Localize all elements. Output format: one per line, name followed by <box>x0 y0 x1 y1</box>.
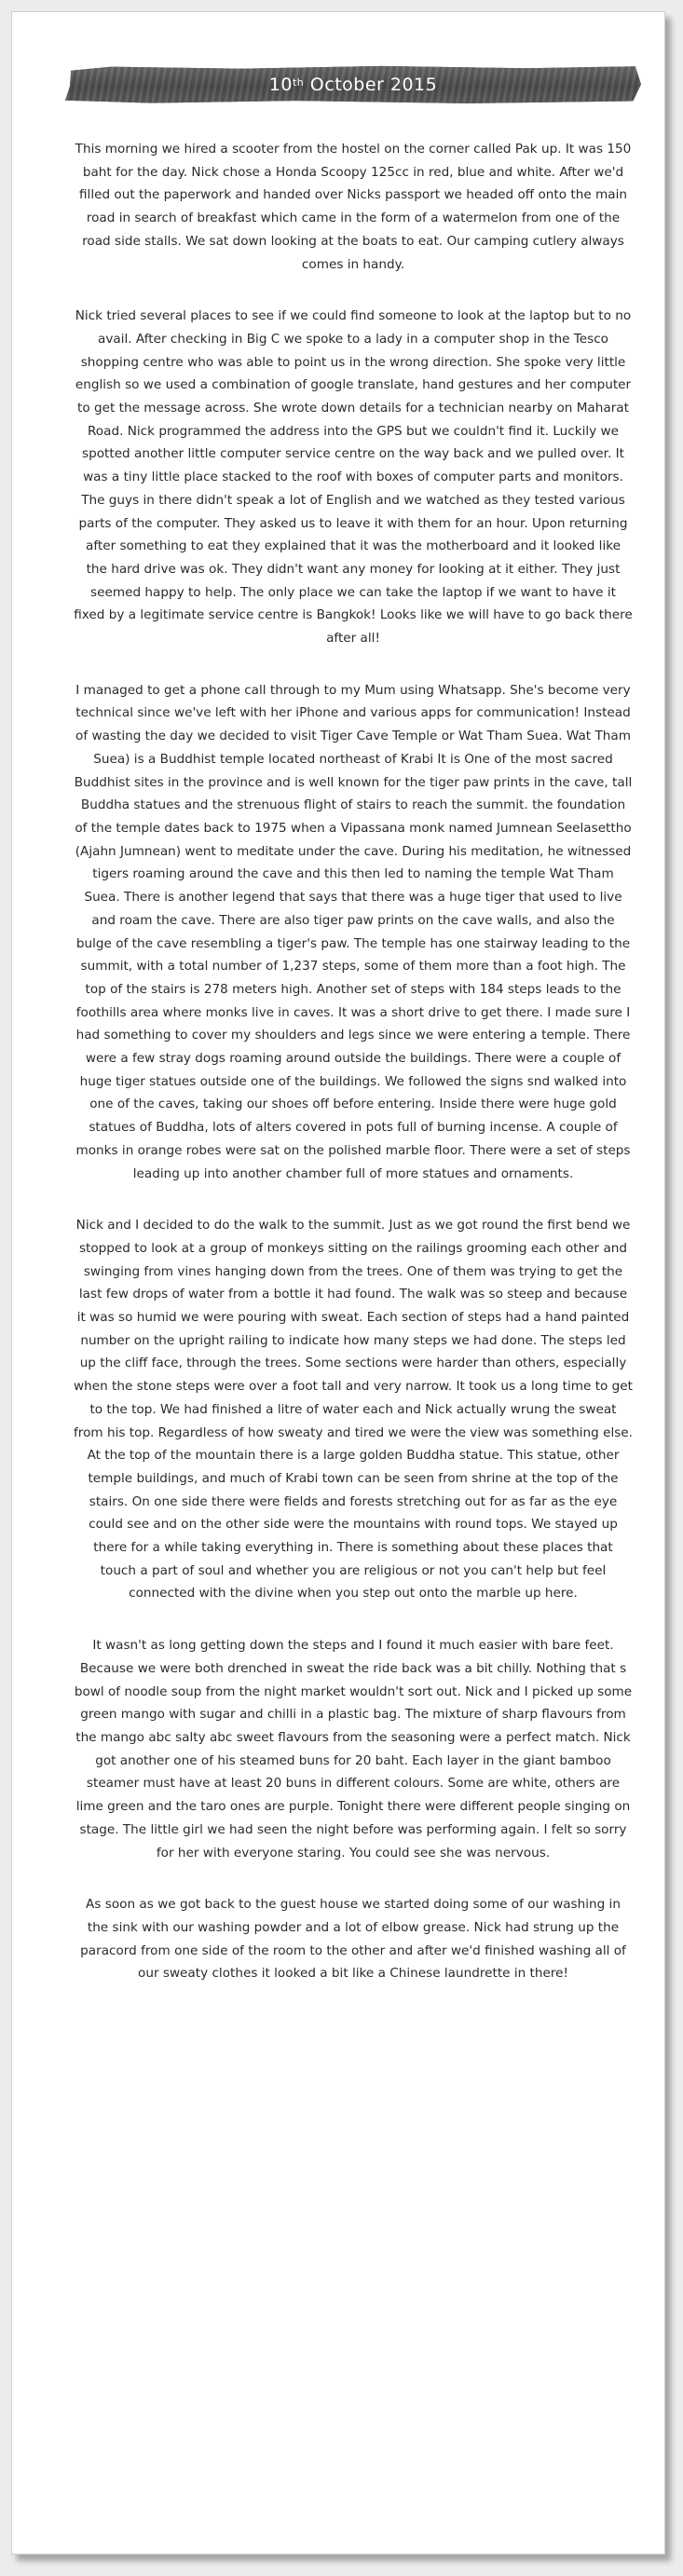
entry-date <box>65 65 641 103</box>
paragraph-laundry: As soon as we got back to the guest house we started doing some of our washing in the sink with our washing powder and a lot of elbow grease. Nick had strung up the paracord from one side of the room to the other and after we'd finished washing all of our sweaty clothes it looked a bit like a Chinese laundrette in there! <box>80 1897 626 1982</box>
journal-page <box>11 11 665 2555</box>
paragraph-laptop-repair: Nick tried several places to see if we could find someone to look at the laptop but to no avail. After checking in Big C we spoke to a lady in a computer shop in the Tesco shopping centre who was able to point us in the wrong direction. She spoke very little english so we used a combination of google translate, hand gestures and her computer to get the message across. She wrote down details for a technician nearby on Maharat Road. Nick programmed the address into the GPS but we couldn't find it. Luckily we spotted another little computer service centre on the way back and we pulled over. It was a tiny little place stacked to the roof with boxes of computer parts and monitors. The guys in there didn't speak a lot of English and we watched as they tested various parts of the computer. They asked us to leave it with them for an hour. Upon returning after something to eat they explained that it was the motherboard and it looked like the hard drive was ok. They didn't want any money for looking at it either. They just seemed happy to help. The only place we can take the laptop if we want to have it fixed by a legitimate service centre is Bangkok! Looks like we will have to go back there after all! <box>74 308 633 647</box>
paragraph-scooter-hire: This morning we hired a scooter from the hostel on the corner called Pak up. It was 150 baht for the day. Nick chose a Honda Scoopy 125cc in red, blue and white. After we'd filled out the paperwork and handed over Nicks passport we headed off onto the main road in search of breakfast which came in the form of a watermelon from one of the road side stalls. We sat down looking at the boats to eat. Our camping cutlery always comes in handy. <box>75 142 632 272</box>
entry-date-day: 10 <box>268 74 293 95</box>
entry-date-suffix: th <box>292 76 305 89</box>
entry-date-month-year: October 2015 <box>304 74 438 95</box>
paragraph-summit-walk: Nick and I decided to do the walk to the summit. Just as we got round the first bend we stopped to look at a group of monkeys sitting on the railings grooming each other and swinging from vines hanging down from the trees. One of them was trying to get the last few drops of water from a bottle it had found. The walk was so steep and because it was so humid we were pouring with sweat. Each section of steps had a hand painted number on the upright railing to indicate how many steps we had done. The steps led up the cliff face, through the trees. Some sections were harder than others, especially when the stone steps were over a foot tall and very narrow. It took us a long time to get to the top. We had finished a litre of water each and Nick actually wrung the sweat from his top. Regardless of how sweaty and tired we were the view was something else. At the top of the mountain there is a large golden Buddha statue. This statue, other temple buildings, and much of Krabi town can be seen from shrine at the top of the stairs. On one side there were fields and forests stretching out for as far as the eye could see and on the other side were the mountains with round tops. We stayed up there for a while taking everything in. There is something about these places that touch a part of soul and whether you are religious or not you can't help but feel connected with the divine when you step out onto the marble up here. <box>74 1218 633 1601</box>
date-banner-label <box>65 65 641 103</box>
paragraph-night-market: It wasn't as long getting down the steps and I found it much easier with bare feet. Because we were both drenched in sweat the ride back was a bit chilly. Nothing that s bowl of noodle soup from the night market wouldn't sort out. Nick and I picked up some green mango with sugar and chilli in a plastic bag. The mixture of sharp flavours from the mango abc salty abc sweet flavours from the seasoning were a perfect match. Nick got another one of his steamed buns for 20 baht. Each layer in the giant bamboo steamer must have at least 20 buns in different colours. Some are white, others are lime green and the taro ones are purple. Tonight there were different people singing on stage. The little girl we had seen the night before was performing again. I felt so sorry for her with everyone staring. You could see she was nervous. <box>74 1638 633 1860</box>
paragraph-tiger-cave-temple: I managed to get a phone call through to my Mum using Whatsapp. She's become very technical since we've left with her iPhone and various apps for communication! Instead of wasting the day we decided to visit Tiger Cave Temple or Wat Tham Suea. Wat Tham Suea) is a Buddhist temple located northeast of Krabi It is One of the most sacred Buddhist sites in the province and is well known for the tiger paw prints in the cave, tall Buddha statues and the strenuous flight of stairs to reach the summit. the foundation of the temple dates back to 1975 when a Vipassana monk named Jumnean Seelasettho (Ajahn Jumnean) went to meditate under the cave. During his meditation, he witnessed tigers roaming around the cave and this then led to naming the temple Wat Tham Suea. There is another legend that says that there was a huge tiger that used to live and roam the cave. There are also tiger paw prints on the cave walls, and also the bulge of the cave resembling a tiger's paw. The temple has one stairway leading to the summit, with a total number of 1,237 steps, some of them more than a foot high. The top of the stairs is 278 meters high. Another set of steps with 184 steps leads to the foothills area where monks live in caves. It was a short drive to get there. I made sure I had something to cover my shoulders and legs since we were entering a temple. There were a few stray dogs roaming around outside the buildings. There were a couple of huge tiger statues outside one of the buildings. We followed the signs snd walked into one of the caves, taking our shoes off before entering. Inside there were huge gold statues of Buddha, lots of alters covered in pots full of burning incense. A couple of monks in orange robes were sat on the polished marble floor. There were a set of steps leading up into another chamber full of more statues and ornaments. <box>74 682 633 1181</box>
entry-body <box>74 138 633 2014</box>
